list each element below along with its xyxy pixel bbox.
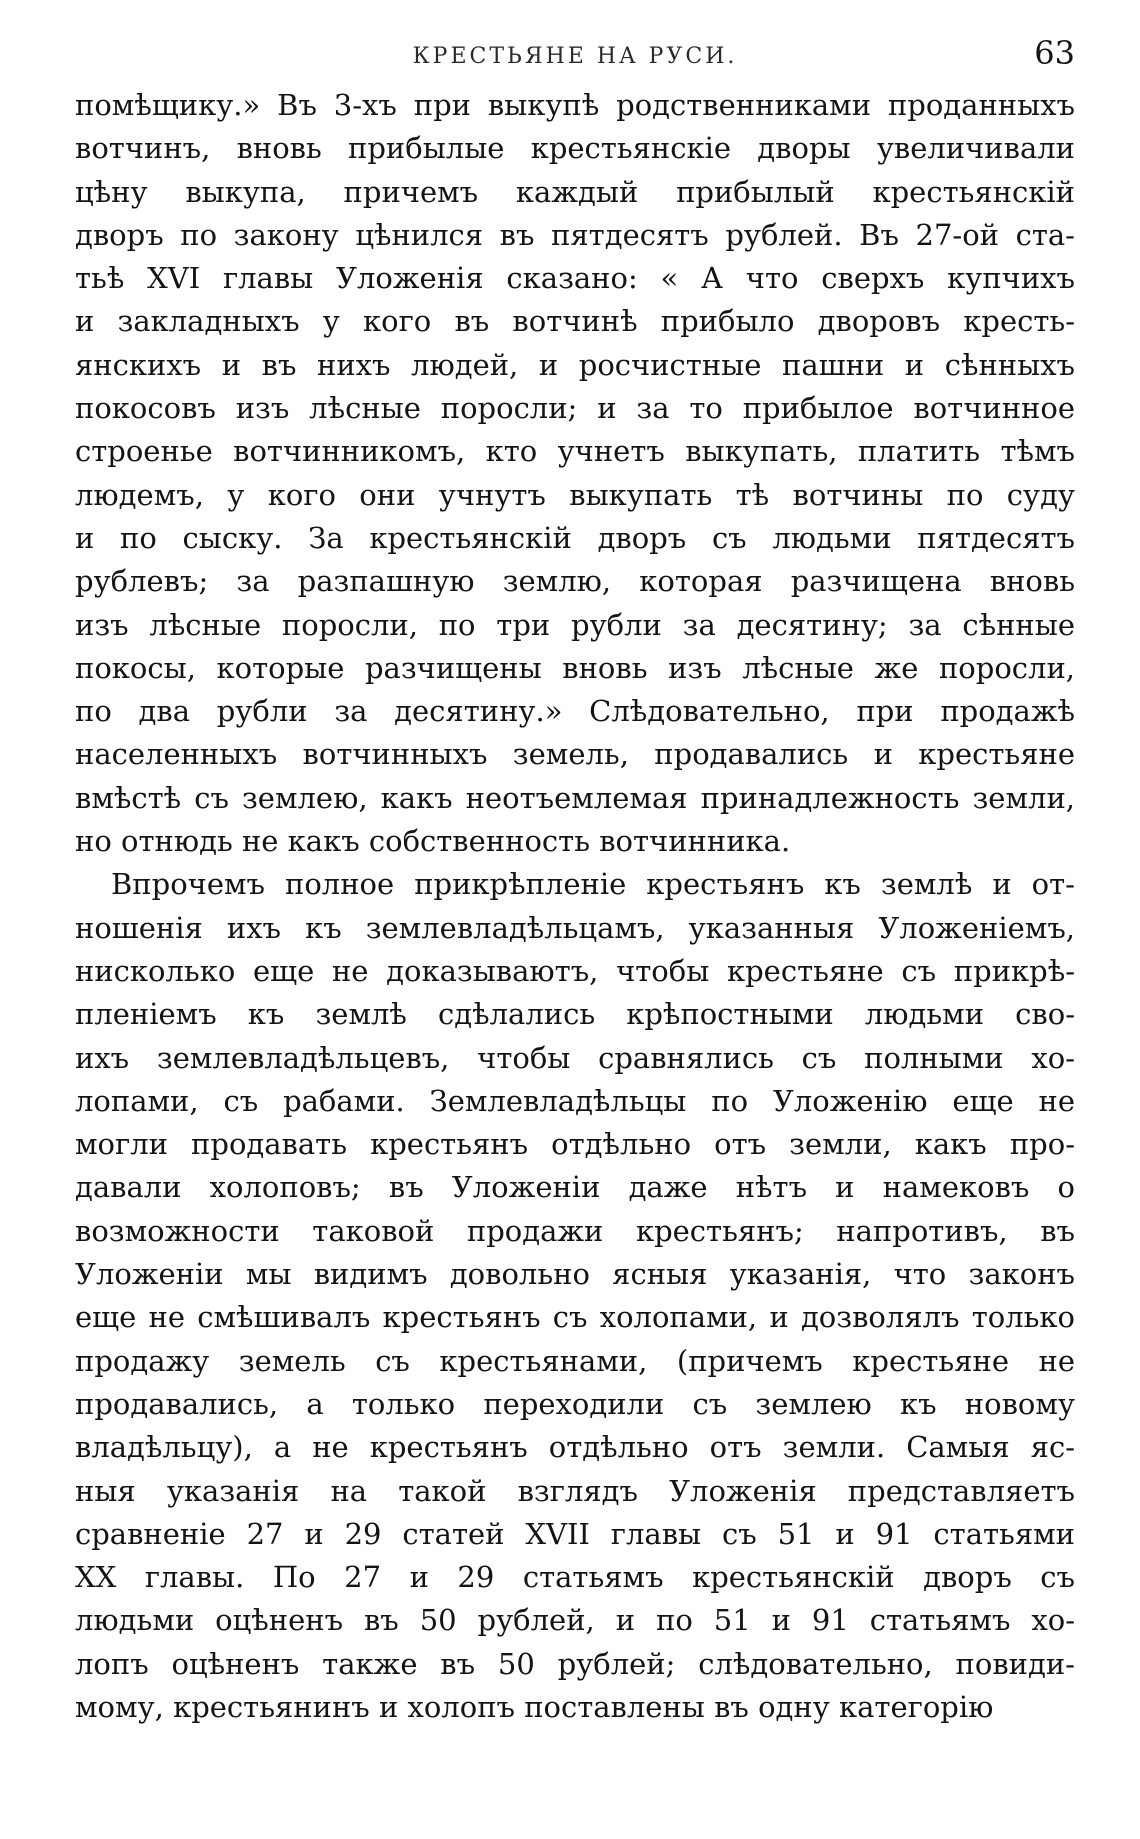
text-line: нисколько еще не доказываютъ, чтобы крестьяне съ прикрѣ- [75, 953, 1075, 988]
text-line: цѣну выкупа, причемъ каждый прибылый крестьянскій [75, 174, 1075, 209]
text-line: изъ лѣсные поросли, по три рубли за десятину; за сѣнные [75, 607, 1075, 642]
paragraph [75, 863, 1075, 1729]
text-line: вотчинъ, вновь прибылые крестьянскіе дворы увеличивали [75, 131, 1075, 166]
paragraph [75, 84, 1075, 863]
text-line: Впрочемъ полное прикрѣпленіе крестьянъ къ землѣ и от- [111, 867, 1075, 902]
text-line: возможности таковой продажи крестьянъ; напротивъ, въ [75, 1213, 1075, 1248]
text-line: продавались, а только переходили съ землею къ новому [75, 1386, 1075, 1421]
text-line: Уложеніи мы видимъ довольно ясныя указанія, что законъ [75, 1257, 1075, 1292]
text-line: продажу земель съ крестьянами, (причемъ крестьяне не [75, 1343, 1075, 1378]
text-line: давали холоповъ; въ Уложеніи даже нѣтъ и намековъ о [75, 1170, 1075, 1205]
text-line: и по сыску. За крестьянскій дворъ съ людьми пятдесятъ [75, 520, 1075, 555]
text-line: могли продавать крестьянъ отдѣльно отъ земли, какъ про- [75, 1127, 1075, 1162]
text-line: рублевъ; за разпашную землю, которая разчищена вновь [75, 564, 1075, 599]
text-line: пленіемъ къ землѣ сдѣлались крѣпостными людьми сво- [75, 997, 1075, 1032]
running-head: КРЕСТЬЯНЕ НА РУСИ. [412, 44, 738, 69]
text-line: по два рубли за десятину.» Слѣдовательно, при продажѣ [75, 694, 1075, 729]
text-line: строенье вотчинникомъ, кто учнетъ выкупать, платить тѣмъ [75, 434, 1075, 469]
text-line: и закладныхъ у кого въ вотчинѣ прибыло дворовъ кресть- [75, 304, 1075, 339]
text-line: но отнюдь не какъ собственность вотчинника. [75, 824, 791, 859]
text-line: дворъ по закону цѣнился въ пятдесятъ рублей. Въ 27-ой ста- [75, 217, 1075, 252]
text-line: ношенія ихъ къ землевладѣльцамъ, указанныя Уложеніемъ, [75, 910, 1075, 945]
page-header [75, 30, 1075, 76]
body-text [75, 84, 1075, 1729]
text-line: помѣщику.» Въ 3-хъ при выкупѣ родственниками проданныхъ [75, 88, 1075, 122]
text-line: людьми оцѣненъ въ 50 рублей, и по 51 и 91 статьямъ хо- [75, 1603, 1075, 1638]
text-line: людемъ, у кого они учнутъ выкупать тѣ вотчины по суду [75, 477, 1075, 512]
text-line: лопъ оцѣненъ также въ 50 рублей; слѣдовательно, повиди- [75, 1646, 1075, 1681]
text-line: лопами, съ рабами. Землевладѣльцы по Уложенію еще не [75, 1083, 1075, 1118]
text-line: еще не смѣшивалъ крестьянъ съ холопами, и дозволялъ только [75, 1300, 1075, 1335]
text-line: населенныхъ вотчинныхъ земель, продавались и крестьяне [75, 737, 1075, 772]
text-line: янскихъ и въ нихъ людей, и росчистные пашни и сѣнныхъ [75, 347, 1075, 382]
book-page [75, 30, 1075, 1729]
text-line: ныя указанія на такой взглядъ Уложенія представляетъ [75, 1473, 1075, 1508]
text-line: покосовъ изъ лѣсные поросли; и за то прибылое вотчинное [75, 391, 1075, 426]
text-line: XX главы. По 27 и 29 статьямъ крестьянскій дворъ съ [75, 1560, 1075, 1595]
text-line: владѣльцу), а не крестьянъ отдѣльно отъ земли. Самыя яс- [75, 1430, 1075, 1465]
text-line: тьѣ XVI главы Уложенія сказано: « А что сверхъ купчихъ [75, 261, 1075, 296]
text-line: вмѣстѣ съ землею, какъ неотъемлемая принадлежность земли, [75, 780, 1075, 815]
text-line: сравненіе 27 и 29 статей XVII главы съ 51 и 91 статьями [75, 1516, 1075, 1551]
page-number: 63 [1034, 34, 1075, 72]
text-line: ихъ землевладѣльцевъ, чтобы сравнялись съ полными хо- [75, 1040, 1075, 1075]
text-line: мому, крестьянинъ и холопъ поставлены въ одну категорію [75, 1689, 994, 1724]
text-line: покосы, которые разчищены вновь изъ лѣсные же поросли, [75, 650, 1075, 685]
